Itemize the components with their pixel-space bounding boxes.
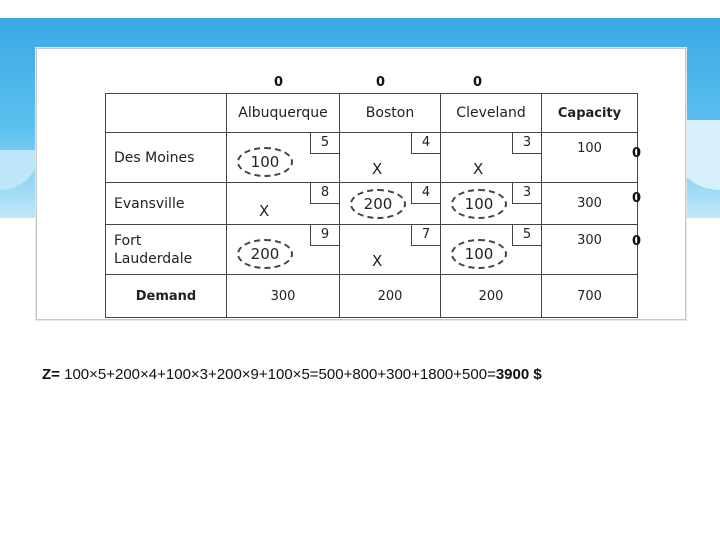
cost-value: 4 <box>411 133 440 154</box>
row-potential-evansville: 0 <box>632 191 642 206</box>
source-evansville: Evansville <box>106 183 227 225</box>
cost-value: 3 <box>512 183 541 204</box>
cell-fortlauderdale-cleveland <box>441 225 542 275</box>
cost-value: 8 <box>310 183 339 204</box>
header-cleveland: Cleveland <box>441 94 542 133</box>
column-potential-cleveland: 0 <box>473 75 483 90</box>
empty-cell-mark: X <box>473 160 484 178</box>
column-potential-albuquerque: 0 <box>274 75 284 90</box>
header-row <box>106 94 638 133</box>
header-boston: Boston <box>340 94 441 133</box>
demand-boston: 200 <box>340 275 441 318</box>
cell-evansville-albuquerque <box>227 183 340 225</box>
demand-label: Demand <box>106 275 227 318</box>
cost-value: 4 <box>411 183 440 204</box>
cell-evansville-boston <box>340 183 441 225</box>
cost-value: 3 <box>512 133 541 154</box>
capacity-fort-lauderdale: 300 <box>542 225 638 275</box>
cell-fortlauderdale-albuquerque <box>227 225 340 275</box>
cost-value: 5 <box>512 225 541 246</box>
allocation-circle: 100 <box>237 147 293 177</box>
demand-cleveland: 200 <box>441 275 542 318</box>
allocation-circle: 100 <box>451 189 507 219</box>
table-row <box>106 183 638 225</box>
column-potential-boston: 0 <box>376 75 386 90</box>
cell-desmoines-boston <box>340 133 441 183</box>
allocation-circle: 100 <box>451 239 507 269</box>
cell-fortlauderdale-boston <box>340 225 441 275</box>
demand-albuquerque: 300 <box>227 275 340 318</box>
source-fort-lauderdale <box>106 225 227 275</box>
capacity-evansville: 300 <box>542 183 638 225</box>
header-albuquerque: Albuquerque <box>227 94 340 133</box>
empty-cell-mark: X <box>372 160 383 178</box>
header-capacity: Capacity <box>542 94 638 133</box>
formula-result: 3900 $ <box>495 366 542 383</box>
demand-row <box>106 275 638 318</box>
cell-desmoines-albuquerque <box>227 133 340 183</box>
empty-cell-mark: X <box>259 202 270 220</box>
source-line: Fort <box>114 232 142 249</box>
capacity-des-moines: 100 <box>542 133 638 183</box>
empty-cell-mark: X <box>372 252 383 270</box>
allocation-circle: 200 <box>350 189 406 219</box>
demand-total: 700 <box>542 275 638 318</box>
corner-cell <box>106 94 227 133</box>
formula-prefix: Z= <box>42 366 60 383</box>
row-potential-des-moines: 0 <box>632 146 642 161</box>
cost-value: 5 <box>310 133 339 154</box>
row-potential-fort-lauderdale: 0 <box>632 234 642 249</box>
cell-evansville-cleveland <box>441 183 542 225</box>
cost-value: 9 <box>310 225 339 246</box>
table-row <box>106 225 638 275</box>
cell-desmoines-cleveland <box>441 133 542 183</box>
objective-formula <box>42 366 542 383</box>
formula-body: 100×5+200×4+100×3+200×9+100×5=500+800+300+1800+500= <box>59 366 496 383</box>
allocation-circle: 200 <box>237 239 293 269</box>
source-line: Lauderdale <box>114 250 193 267</box>
source-des-moines: Des Moines <box>106 133 227 183</box>
table-row <box>106 133 638 183</box>
cost-value: 7 <box>411 225 440 246</box>
transportation-table <box>105 93 638 318</box>
